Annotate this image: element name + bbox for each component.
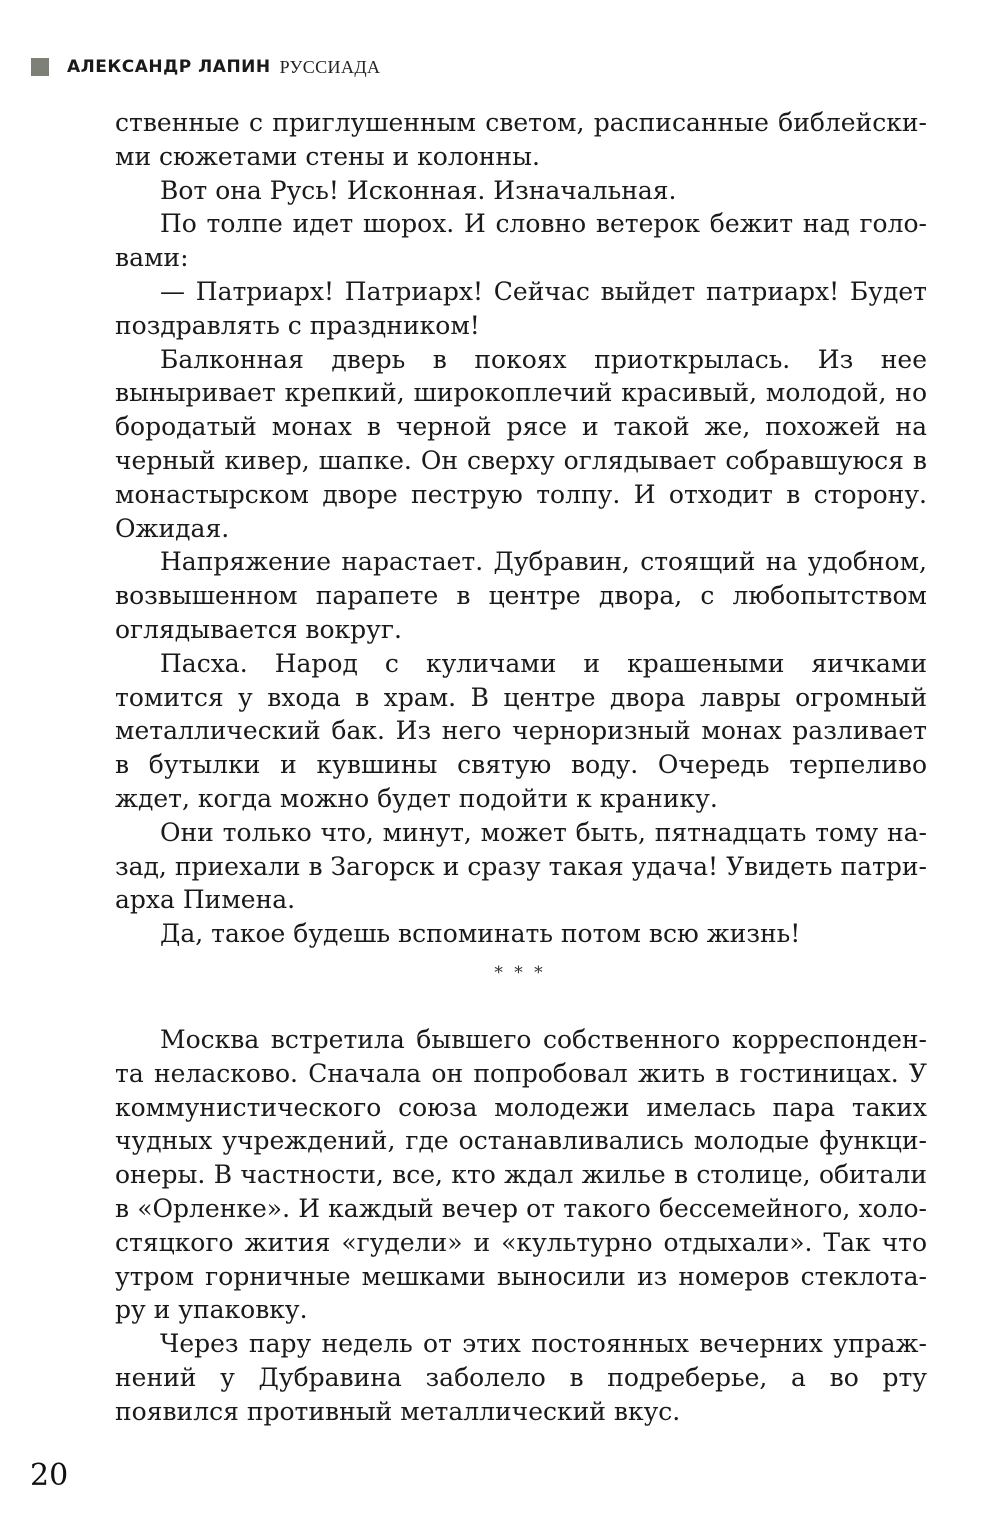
- text-block-before-break: [115, 106, 927, 951]
- paragraph: — Патриарх! Патриарх! Сейчас выйдет патриарх! Будет поздравлять с праздником!: [115, 276, 927, 340]
- paragraph: Москва встретила бывшего собственного корреспондента неласково. Сначала он попробовал жить в гостиницах. У коммунистического союза молодежи имелась пара таких чудных учреждений, где останавливались молодые функционеры. В частности, все, кто ждал жилье в столице, обитали в «Орленке». И каждый вечер от такого бессемейного, холостяцкого жития «гудели» и «культурно отдыхали». Так что утром горничные мешками выносили из номеров стеклотару и упаковку.: [115, 1025, 927, 1325]
- paragraph: Пасха. Народ с куличами и крашеными яичками томится у входа в храм. В центре двора лавры огромный металлический бак. Из него черноризный монах разливает в бутылки и кувшины святую воду. Очередь терпеливо ждет, когда можно будет подойти к кранику.: [115, 648, 927, 813]
- paragraph: Через пару недель от этих постоянных вечерних упражнений у Дубравина заболело в подреберье, а во рту появился противный металлический вкус.: [115, 1329, 927, 1426]
- header-author: АЛЕКСАНДР ЛАПИН: [67, 57, 271, 77]
- page-number: 20: [30, 1458, 69, 1493]
- text-block-after-break: [115, 1023, 927, 1429]
- paragraph: Напряжение нарастает. Дубравин, стоящий на удобном, возвышенном парапете в центре двора, с любопытством оглядывается вокруг.: [115, 547, 927, 644]
- section-break: * * *: [494, 963, 546, 983]
- paragraph: ственные с приглушенным светом, расписанные библейскими сюжетами стены и колонны.: [115, 108, 927, 171]
- running-head: [31, 56, 380, 78]
- paragraph: Да, такое будешь вспоминать потом всю жизнь!: [160, 919, 801, 949]
- paragraph: Вот она Русь! Исконная. Изначальная.: [160, 175, 677, 205]
- header-square-marker: [31, 58, 49, 76]
- paragraph: По толпе идет шорох. И словно ветерок бежит над головами:: [115, 209, 927, 273]
- paragraph: Они только что, минут, может быть, пятнадцать тому назад, приехали в Загорск и сразу такая удача! Увидеть патриарха Пимена.: [115, 817, 927, 915]
- header-book-title: РУССИАДА: [279, 56, 381, 77]
- paragraph: Балконная дверь в покоях приоткрылась. Из нее выныривает крепкий, широкоплечий красивый, молодой, но бородатый монах в черной рясе и такой же, похожей на черный кивер, шапке. Он сверху оглядывает собравшуюся в монастырском дворе пеструю толпу. И отходит в сторону. Ожидая.: [115, 344, 927, 543]
